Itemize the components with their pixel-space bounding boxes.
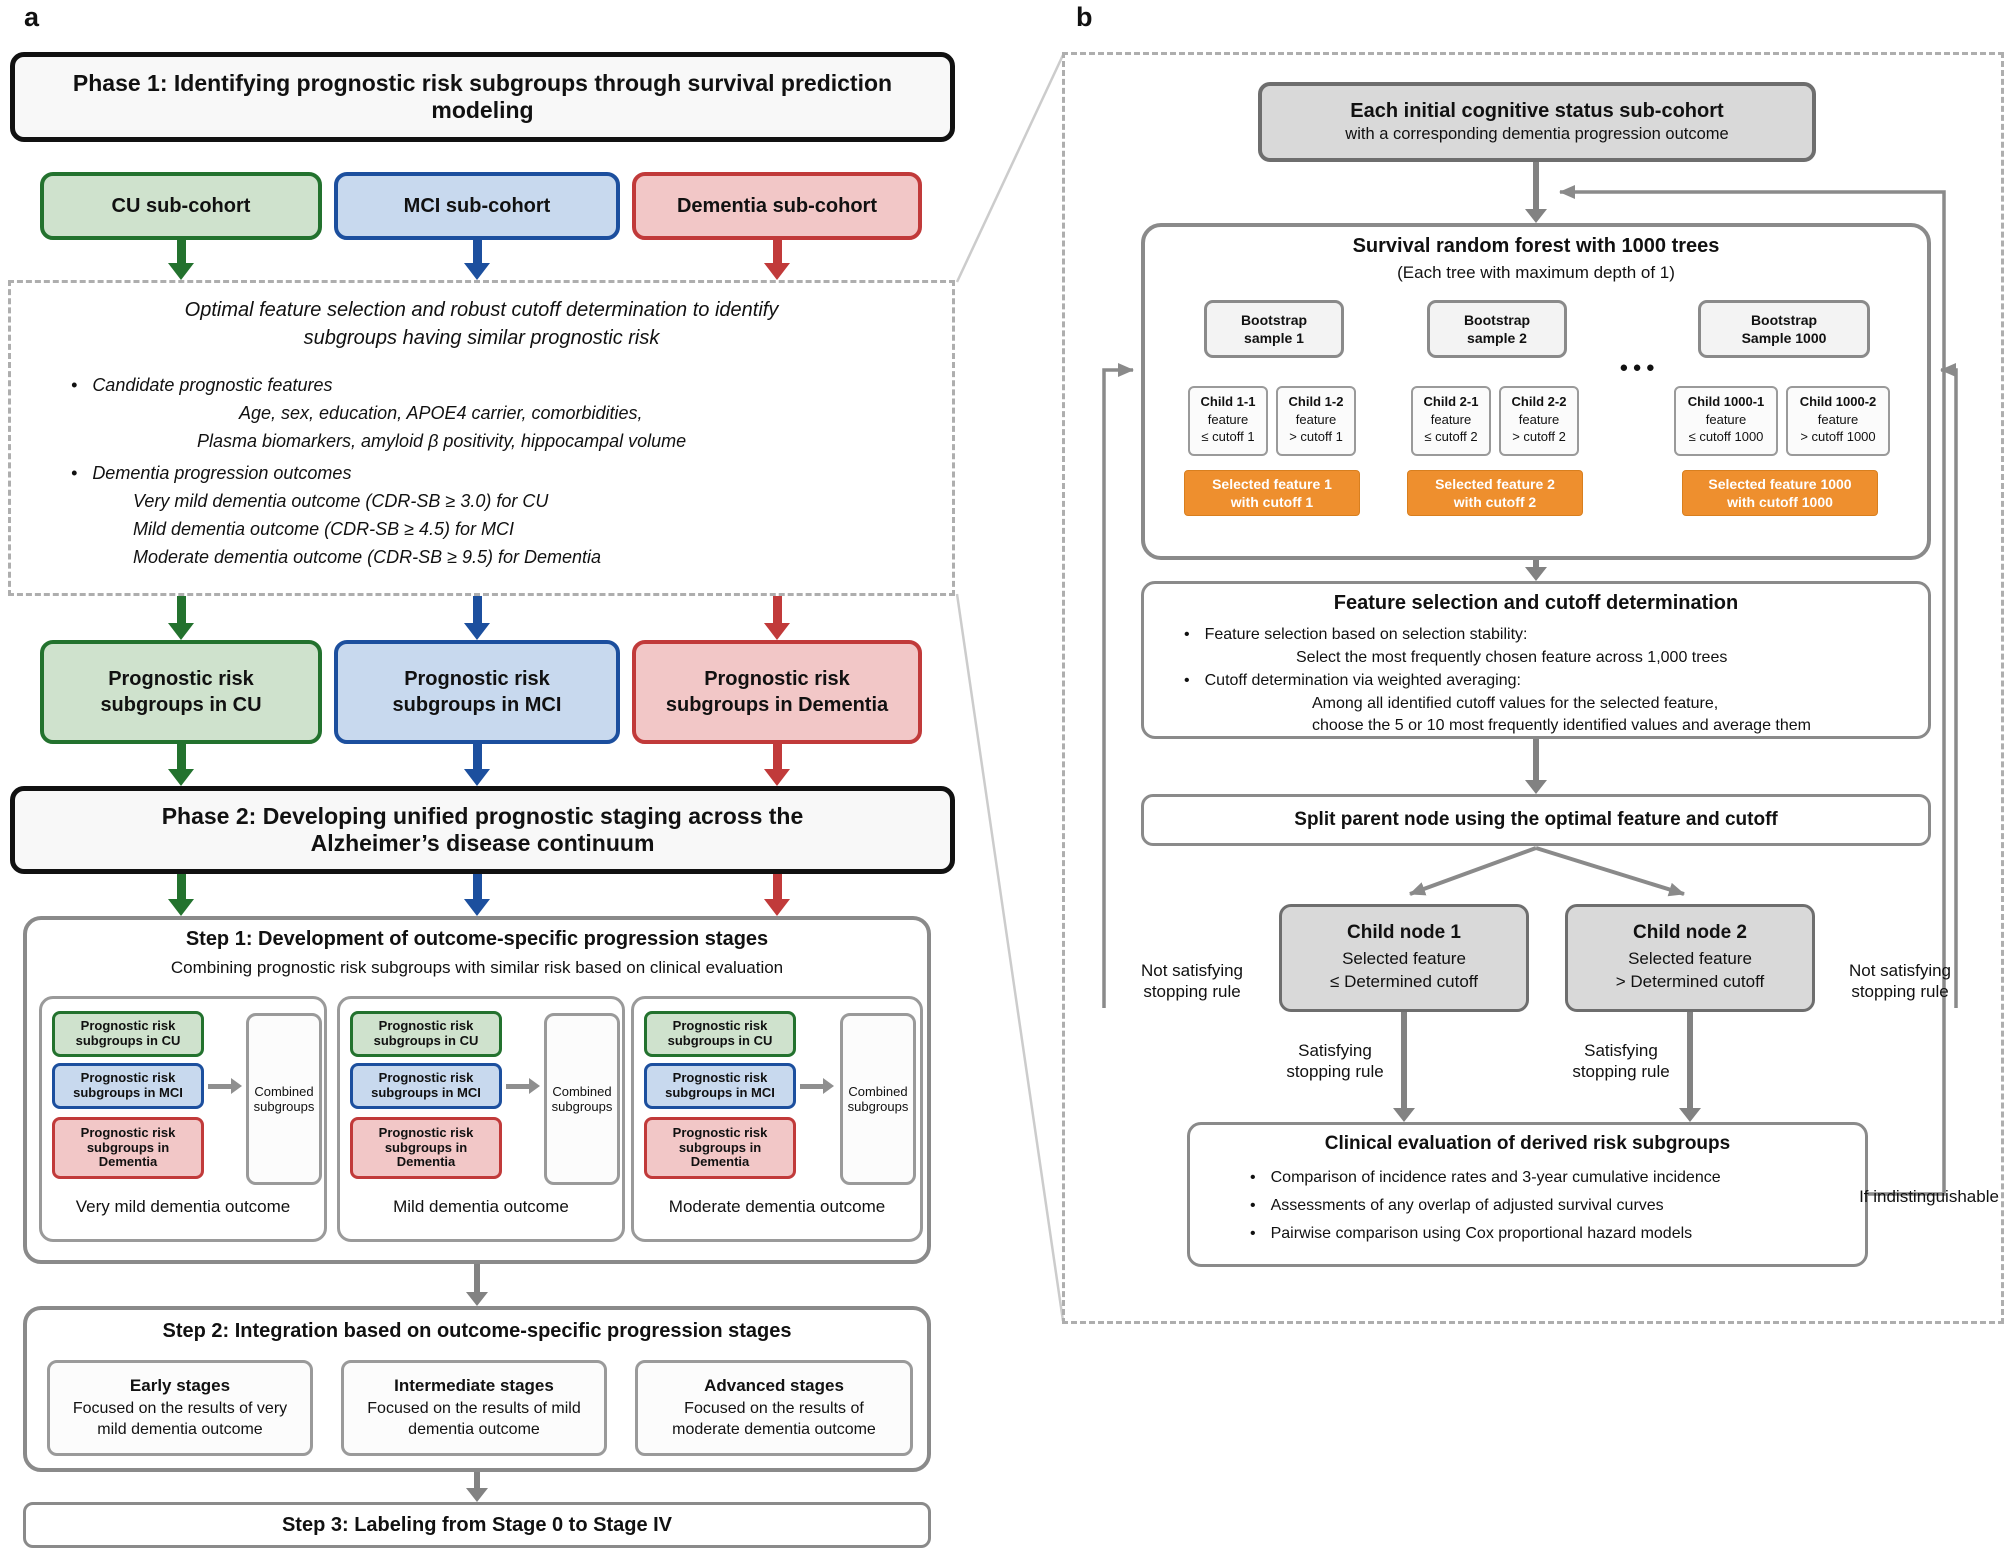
group-caption: Moderate dementia outcome	[668, 1197, 886, 1216]
child-feature: feature	[1430, 411, 1472, 427]
combine-arrow	[506, 1078, 540, 1094]
combined-subgroups-box: Combined subgroups	[840, 1013, 916, 1185]
clinical-title: Clinical evaluation of derived risk subgroups	[1324, 1133, 1731, 1154]
child-name: Child 1-1	[1200, 394, 1256, 409]
progression-outcomes-heading: • Dementia progression outcomes	[71, 463, 351, 484]
child-node-line1: Selected feature	[1628, 949, 1752, 969]
child-node-line2: ≤ Determined cutoff	[1330, 972, 1478, 991]
child-1000-2-box	[1786, 386, 1890, 456]
not-satisfying-right-label: Not satisfying stopping rule	[1848, 961, 1952, 1002]
outcome-dementia-line: Moderate dementia outcome (CDR-SB ≥ 9.5) for Dementia	[133, 547, 602, 567]
bootstrap-line1: Bootstrap	[1463, 311, 1531, 328]
cutoff-averaging-line1: Among all identified cutoff values for the selected feature,	[1312, 695, 1719, 712]
child-cond: > cutoff 1	[1289, 429, 1343, 445]
child-name: Child 2-1	[1423, 394, 1479, 409]
cu-subcohort-box: CU sub-cohort	[40, 172, 322, 240]
child-cond: > cutoff 1000	[1800, 429, 1876, 445]
mini-risk-mci-box: Prognostic risk subgroups in MCI	[52, 1063, 204, 1109]
step1-group-very-mild	[39, 996, 327, 1242]
arrow-child2-to-clinical	[1679, 1012, 1701, 1122]
selected-feature-1-box	[1184, 470, 1360, 516]
child-node-title: Child node 1	[1347, 922, 1461, 944]
bootstrap-line1: Bootstrap	[1240, 311, 1308, 328]
selected-feature-1000-box	[1682, 470, 1878, 516]
child-1-2-box	[1276, 386, 1356, 456]
clinical-bullet-1: • Comparison of incidence rates and 3-year cumulative incidence	[1250, 1169, 1721, 1187]
initial-subcohort-box	[1258, 82, 1816, 162]
panel-b-label: b	[1076, 2, 1093, 32]
child-feature: feature	[1705, 411, 1747, 427]
candidate-features-line1: Age, sex, education, APOE4 carrier, comorbidities,	[239, 403, 643, 423]
cutoff-averaging-line2: choose the 5 or 10 most frequently identified values and average them	[1312, 717, 1811, 734]
arrow-dementia-risk-to-phase2	[764, 744, 790, 786]
cutoff-averaging-heading: • Cutoff determination via weighted averaging:	[1184, 672, 1521, 690]
arrow-forest-to-selection	[1525, 560, 1547, 581]
mini-risk-cu-box: Prognostic risk subgroups in CU	[52, 1011, 204, 1057]
child-1-1-box	[1188, 386, 1268, 456]
stage-title: Intermediate stages	[394, 1375, 554, 1395]
child-feature: feature	[1518, 411, 1560, 427]
forest-subtitle: (Each tree with maximum depth of 1)	[1397, 263, 1675, 282]
step1-group-mild	[337, 996, 625, 1242]
arrow-mci-risk-to-phase2	[464, 744, 490, 786]
arrow-phase2-to-step1-green	[168, 874, 194, 916]
child-cond: > cutoff 2	[1512, 429, 1566, 445]
child-1000-1-box	[1674, 386, 1778, 456]
child-cond: ≤ cutoff 2	[1424, 429, 1478, 445]
combined-subgroups-box: Combined subgroups	[246, 1013, 322, 1185]
arrow-step2-to-step3	[466, 1472, 488, 1502]
if-indistinguishable-label: If indistinguishable	[1859, 1187, 1999, 1206]
child-feature: feature	[1817, 411, 1859, 427]
risk-subgroups-cu-box	[40, 640, 322, 744]
child-feature: feature	[1207, 411, 1249, 427]
child-node-1-box	[1279, 904, 1529, 1012]
risk-mci-line2: subgroups in MCI	[392, 694, 562, 716]
clinical-bullet-2: • Assessments of any overlap of adjusted survival curves	[1250, 1197, 1664, 1215]
stage-intermediate-box	[341, 1360, 607, 1456]
child-node-2-box	[1565, 904, 1815, 1012]
child-cond: ≤ cutoff 1	[1201, 429, 1255, 445]
bootstrap-sample-1-box	[1204, 300, 1344, 358]
risk-dem-line2: subgroups in Dementia	[665, 694, 889, 716]
stage-title: Advanced stages	[704, 1375, 844, 1395]
feature-cutoff-panel	[1141, 581, 1931, 739]
selected-line1: Selected feature 1	[1212, 475, 1332, 492]
bootstrap-sample-1000-box	[1698, 300, 1870, 358]
selection-stability-line: Select the most frequently chosen feature across 1,000 trees	[1296, 649, 1728, 666]
arrow-cu-risk-to-phase2	[168, 744, 194, 786]
arrow-subcohort-to-forest	[1525, 162, 1547, 223]
mini-risk-dementia-box: Prognostic risk subgroups in Dementia	[52, 1117, 204, 1179]
phase2-box: Phase 2: Developing unified prognostic staging across the Alzheimer’s disease continuum	[10, 786, 955, 874]
group-caption: Mild dementia outcome	[393, 1197, 569, 1216]
risk-subgroups-dementia-box	[632, 640, 922, 744]
combined-subgroups-box: Combined subgroups	[544, 1013, 620, 1185]
satisfying-left-label: Satisfying stopping rule	[1286, 1041, 1384, 1082]
risk-mci-line1: Prognostic risk	[404, 668, 550, 690]
selected-line2: with cutoff 1	[1230, 494, 1314, 510]
clinical-evaluation-panel	[1187, 1122, 1868, 1267]
step3-bar: Step 3: Labeling from Stage 0 to Stage IV	[23, 1502, 931, 1548]
step1-subtitle: Combining prognostic risk subgroups with similar risk based on clinical evaluation	[170, 958, 784, 977]
bootstrap-line2: sample 1	[1244, 330, 1304, 346]
stage-early-box	[47, 1360, 313, 1456]
mini-risk-mci-box: Prognostic risk subgroups in MCI	[350, 1063, 502, 1109]
child-name: Child 1000-1	[1687, 394, 1765, 409]
arrow-selection-to-split	[1525, 739, 1547, 794]
arrow-features-to-mci-risk	[464, 596, 490, 640]
clinical-bullet-3: • Pairwise comparison using Cox proportional hazard models	[1250, 1225, 1692, 1243]
selected-feature-2-box	[1407, 470, 1583, 516]
selected-line1: Selected feature 2	[1435, 475, 1555, 492]
arrow-child1-to-clinical	[1393, 1012, 1415, 1122]
child-node-line1: Selected feature	[1342, 949, 1466, 969]
combine-arrow	[800, 1078, 834, 1094]
child-cond: ≤ cutoff 1000	[1688, 429, 1764, 445]
note-title-line1: Optimal feature selection and robust cutoff determination to identify	[184, 299, 779, 321]
stage-advanced-box	[635, 1360, 913, 1456]
split-node-bar: Split parent node using the optimal feature and cutoff	[1141, 794, 1931, 846]
stage-desc: Focused on the results of very mild dementia outcome	[72, 1399, 288, 1438]
panel-zoom-line-bottom	[957, 594, 1063, 1321]
not-satisfying-left-label: Not satisfying stopping rule	[1140, 961, 1244, 1002]
selected-line2: with cutoff 1000	[1727, 494, 1833, 510]
mini-risk-dementia-box: Prognostic risk subgroups in Dementia	[350, 1117, 502, 1179]
stage-title: Early stages	[129, 1375, 231, 1395]
step1-group-moderate	[631, 996, 923, 1242]
bootstrap-line2: Sample 1000	[1741, 330, 1827, 346]
stage-desc: Focused on the results of moderate dementia outcome	[672, 1399, 876, 1438]
outcome-mci-line: Mild dementia outcome (CDR-SB ≥ 4.5) for MCI	[133, 519, 514, 539]
panel-zoom-line-top	[957, 55, 1063, 282]
outcome-cu-line: Very mild dementia outcome (CDR-SB ≥ 3.0) for CU	[133, 491, 549, 511]
risk-cu-line1: Prognostic risk	[108, 668, 254, 690]
dementia-subcohort-box: Dementia sub-cohort	[632, 172, 922, 240]
child-node-title: Child node 2	[1633, 922, 1747, 944]
bootstrap-line2: sample 2	[1467, 330, 1527, 346]
risk-subgroups-mci-box	[334, 640, 620, 744]
ellipsis-dots: ● ● ●	[1619, 359, 1655, 376]
risk-cu-line2: subgroups in CU	[100, 694, 262, 716]
bootstrap-sample-2-box	[1427, 300, 1567, 358]
forest-title: Survival random forest with 1000 trees	[1352, 235, 1720, 257]
child-feature: feature	[1295, 411, 1337, 427]
arrow-phase2-to-step1-blue	[464, 874, 490, 916]
feature-selection-note	[8, 280, 955, 596]
mci-subcohort-box: MCI sub-cohort	[334, 172, 620, 240]
mini-risk-mci-box: Prognostic risk subgroups in MCI	[644, 1063, 796, 1109]
panel-a-label: a	[24, 2, 40, 32]
arrow-features-to-dementia-risk	[764, 596, 790, 640]
risk-dem-line1: Prognostic risk	[704, 668, 850, 690]
child-2-2-box	[1499, 386, 1579, 456]
mini-risk-cu-box: Prognostic risk subgroups in CU	[644, 1011, 796, 1057]
arrow-cu-to-features	[168, 240, 194, 280]
child-name: Child 1000-2	[1799, 394, 1877, 409]
candidate-features-line2: Plasma biomarkers, amyloid β positivity, hippocampal volume	[197, 431, 687, 451]
combine-arrow	[208, 1078, 242, 1094]
arrow-features-to-cu-risk	[168, 596, 194, 640]
child-node-line2: > Determined cutoff	[1615, 972, 1765, 991]
initial-subcohort-subtitle: with a corresponding dementia progression outcome	[1345, 125, 1729, 143]
stage-desc: Focused on the results of mild dementia outcome	[367, 1399, 581, 1438]
step1-panel	[23, 916, 931, 1264]
selection-stability-heading: • Feature selection based on selection stability:	[1184, 626, 1527, 644]
arrow-step1-to-step2	[466, 1264, 488, 1306]
mini-risk-cu-box: Prognostic risk subgroups in CU	[350, 1011, 502, 1057]
arrow-dementia-to-features	[764, 240, 790, 280]
feature-cutoff-title: Feature selection and cutoff determination	[1333, 592, 1739, 614]
group-caption: Very mild dementia outcome	[75, 1197, 291, 1216]
phase1-box: Phase 1: Identifying prognostic risk subgroups through survival prediction modeling	[10, 52, 955, 142]
step2-panel	[23, 1306, 931, 1472]
arrow-mci-to-features	[464, 240, 490, 280]
arrow-phase2-to-step1-red	[764, 874, 790, 916]
step2-title: Step 2: Integration based on outcome-specific progression stages	[162, 1320, 792, 1342]
note-title-line2: subgroups having similar prognostic risk	[303, 327, 660, 349]
child-2-1-box	[1411, 386, 1491, 456]
child-name: Child 2-2	[1511, 394, 1567, 409]
forest-panel	[1141, 223, 1931, 560]
bootstrap-line1: Bootstrap	[1750, 311, 1818, 328]
satisfying-right-label: Satisfying stopping rule	[1572, 1041, 1670, 1082]
child-name: Child 1-2	[1288, 394, 1344, 409]
candidate-features-heading: • Candidate prognostic features	[71, 375, 332, 396]
step1-title: Step 1: Development of outcome-specific progression stages	[185, 928, 769, 950]
selected-line2: with cutoff 2	[1453, 494, 1537, 510]
mini-risk-dementia-box: Prognostic risk subgroups in Dementia	[644, 1117, 796, 1179]
initial-subcohort-title: Each initial cognitive status sub-cohort	[1350, 100, 1724, 122]
selected-line1: Selected feature 1000	[1708, 475, 1852, 492]
